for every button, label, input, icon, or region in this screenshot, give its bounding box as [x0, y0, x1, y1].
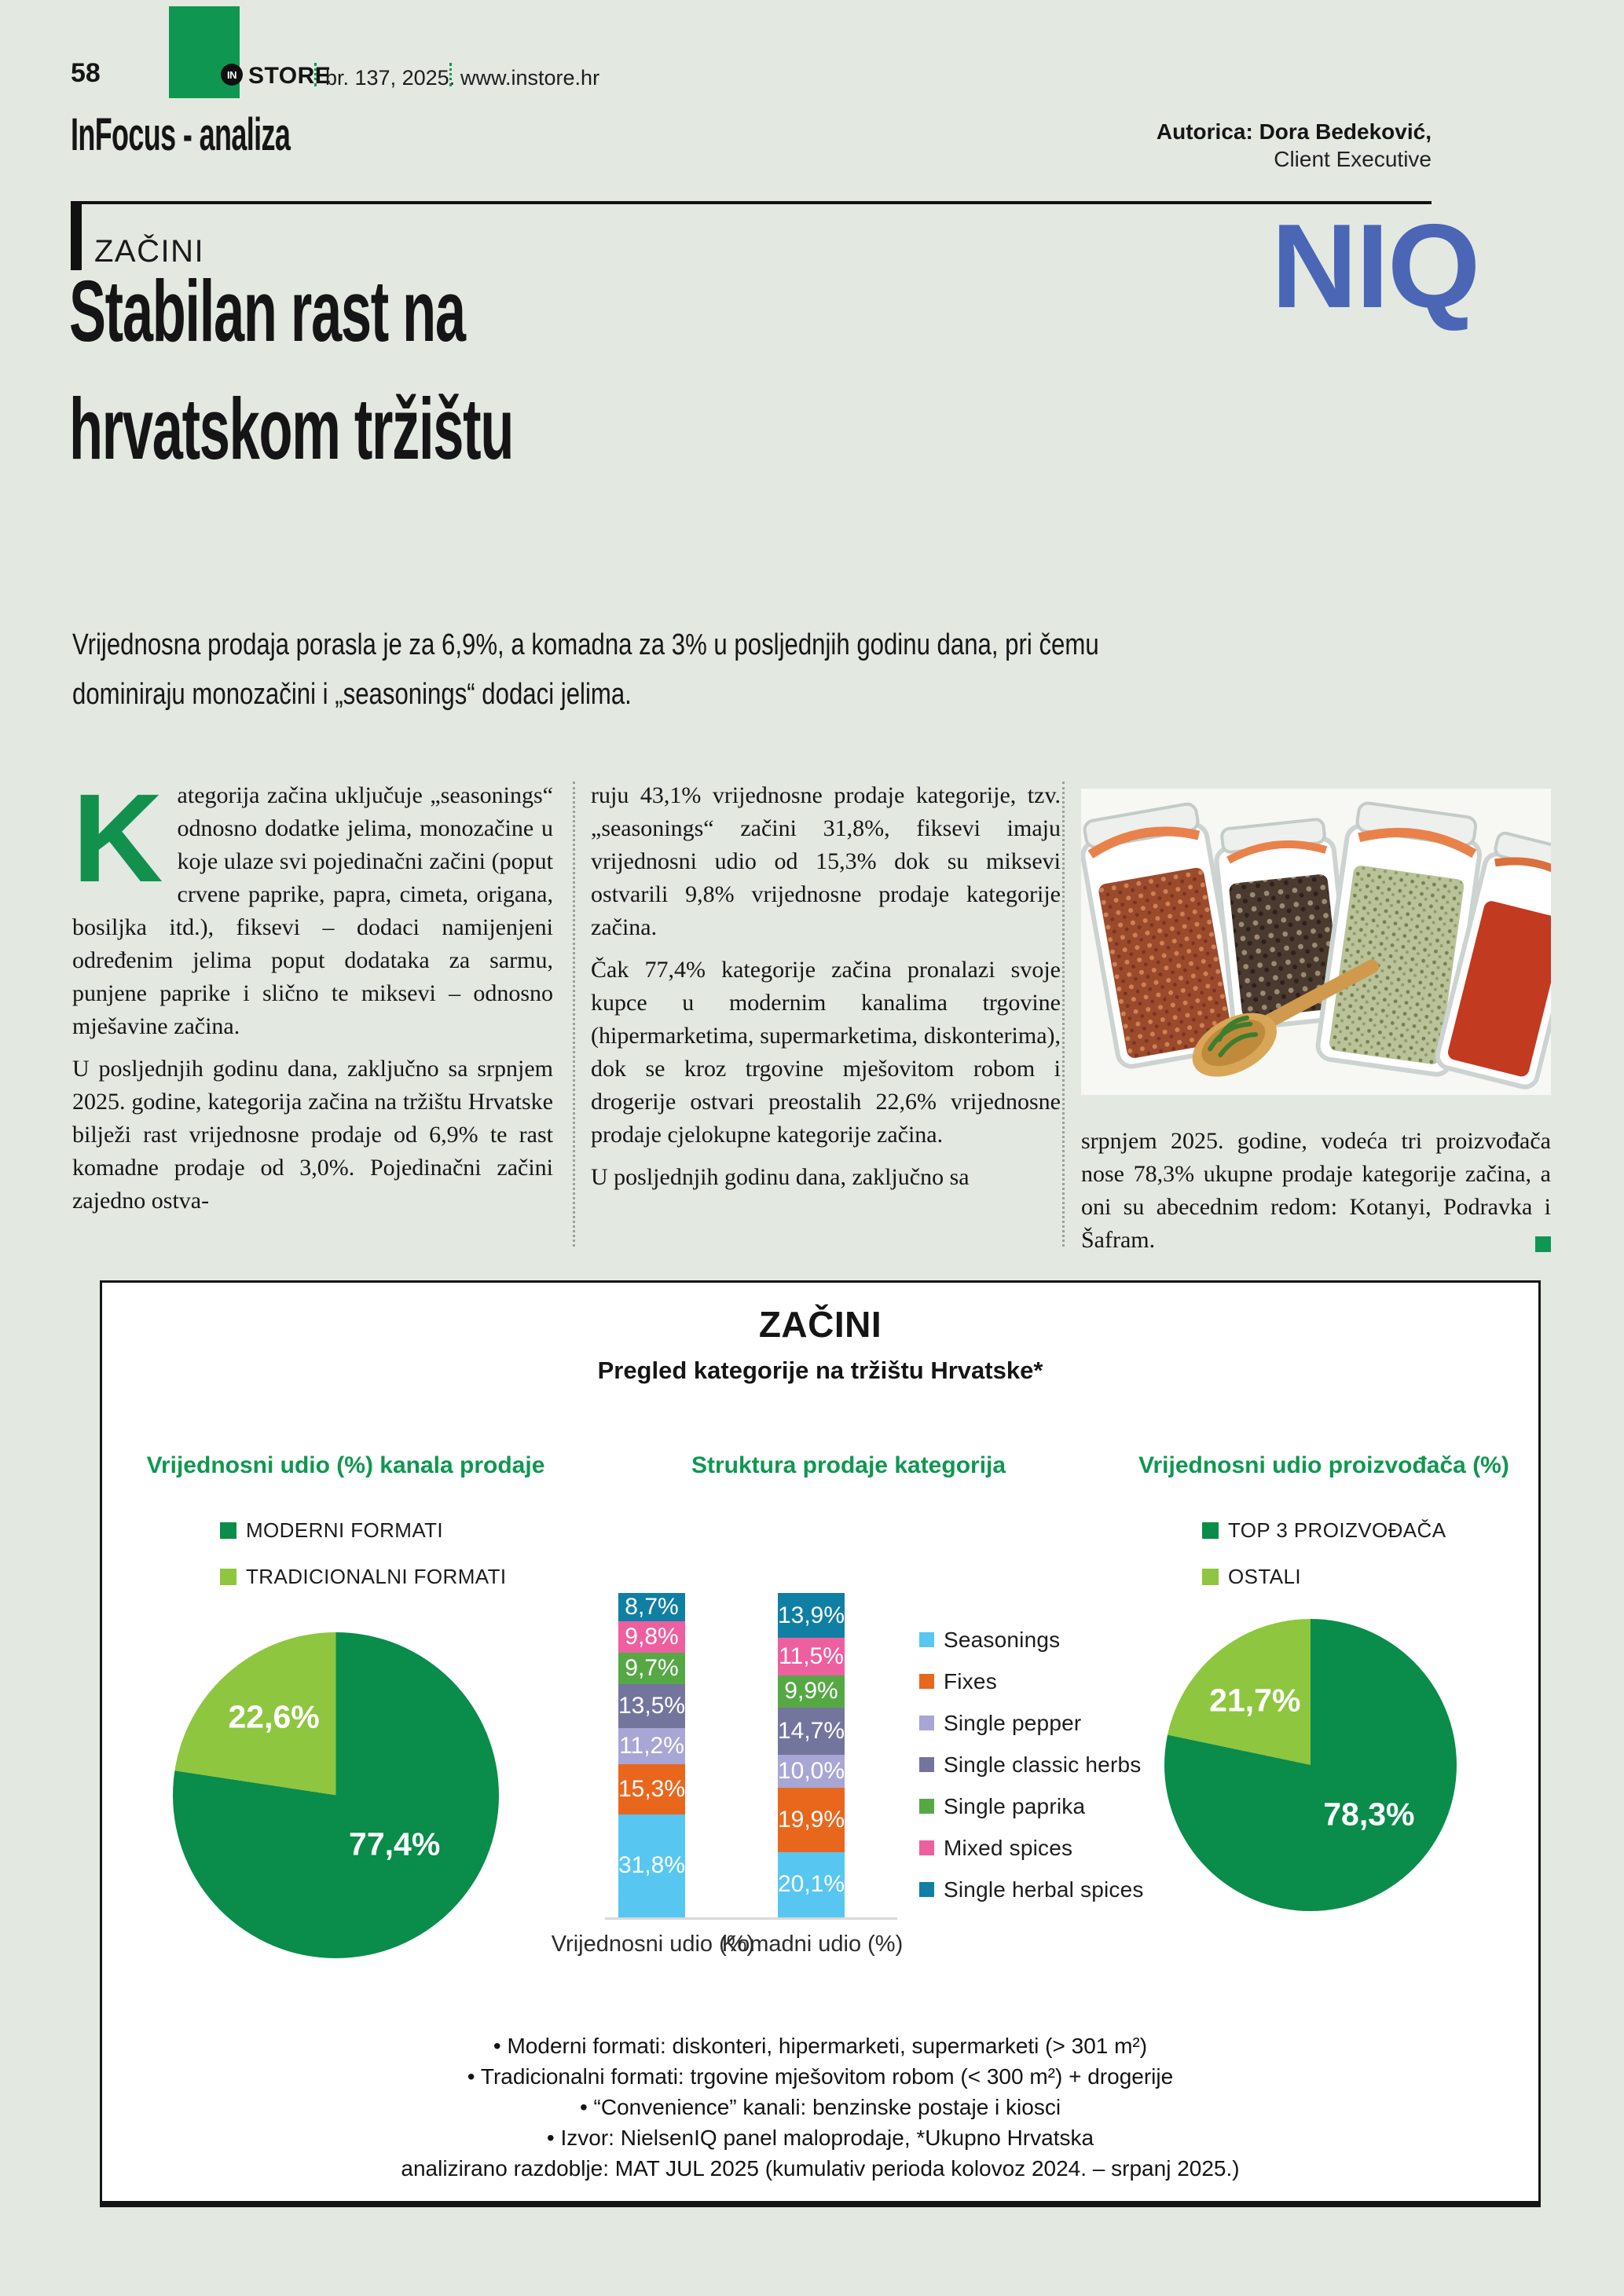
headline-line2: hrvatskom tržištu: [69, 381, 514, 478]
footnote-line: • Tradicionalni formati: trgovine mješovitom robom (< 300 m²) + drogerije: [467, 2064, 1174, 2089]
bar-baseline: [605, 1917, 897, 1920]
pie-label-top3: 78,3%: [1323, 1796, 1415, 1833]
paragraph: ruju 43,1% vrijednosne prodaje kategorije, tzv. „seasonings“ začini 31,8%, fiksevi imaju vrijednosni udio od 15,3% dok su miksevi ostvarili 9,8% vrijednosne prodaje kategorije začina.: [591, 782, 1061, 940]
legend-swatch-ostali: [1202, 1569, 1219, 1585]
bar-segment-classic-herbs: 13,5%: [618, 1684, 685, 1728]
stacked-bar-value-share: [618, 1593, 685, 1917]
legend-item: [919, 1744, 1144, 1785]
legend-item: [919, 1702, 1144, 1744]
paragraph: U posljednjih godinu dana, zaključno sa srpnjem 2025. godine, kategorija začina na tržištu Hrvatske bilježi rast vrijednosne prodaje od 6,9% te rast komadne prodaje od 3,0%. Pojedinačni začini zajedno ostva-: [72, 1056, 553, 1214]
issue-number: br. 137, 2025.: [325, 66, 456, 90]
legend-label: Seasonings: [944, 1627, 1061, 1652]
legend-label: Single herbal spices: [944, 1877, 1144, 1902]
body-column-3: [1081, 779, 1551, 1266]
instore-logo-icon: IN: [221, 64, 243, 86]
instore-logo-text: STORE: [248, 63, 332, 89]
bar-segment-pepper: 11,2%: [618, 1728, 685, 1764]
legend-swatch-single-pepper: [919, 1716, 934, 1730]
stacked-bar-unit-share: [778, 1593, 845, 1917]
legend-label: Fixes: [944, 1668, 997, 1694]
legend-label: Single pepper: [944, 1710, 1082, 1735]
legend-swatch-seasonings: [919, 1632, 934, 1647]
axis-label-value-share: Vrijednosni udio (%): [551, 1932, 755, 1957]
paragraph: U posljednjih godinu dana, zaključno sa: [591, 1164, 970, 1190]
author-block: [864, 118, 1432, 173]
author-name: Autorica: Dora Bedeković,: [1156, 119, 1432, 144]
legend-swatch-fixes: [919, 1674, 934, 1689]
bar-segment-fixes: 19,9%: [778, 1788, 845, 1852]
legend-item: [220, 1518, 506, 1543]
header-divider: [314, 63, 317, 86]
section-rule: [71, 201, 1432, 204]
paragraph: Kategorija začina uključuje „seasonings“ odnosno dodatke jelima, monozačine u koje ulaze svi pojedinačni začini (poput crvene paprike, papra, cimeta, origana, bosiljka itd.), fiksevi – dodaci namijenjeni određenim jelima poput dodataka za sarmu, punjene paprike i slično te miksevi – odnosno mješavine začina.: [72, 767, 553, 1039]
legend-item: [1202, 1518, 1446, 1543]
footnote-line: • “Convenience” kanali: benzinske postaje i kiosci: [579, 2095, 1061, 2119]
kicker-label: ZAČINI: [94, 234, 205, 269]
dropcap: K: [72, 767, 163, 908]
legend-item: [919, 1785, 1144, 1827]
bar-segment-pepper: 10,0%: [778, 1755, 845, 1787]
legend-item: [919, 1827, 1144, 1869]
legend-item: [1202, 1565, 1446, 1589]
spice-jars-photo: [1081, 789, 1551, 1095]
legend-item: [919, 1869, 1144, 1910]
footnote-line: • Izvor: NielsenIQ panel maloprodaje, *Ukupno Hrvatska: [546, 2126, 1094, 2150]
article-end-mark: [1535, 1236, 1551, 1252]
channels-pie-chart: [173, 1632, 499, 1958]
article-lead: [72, 621, 1099, 720]
bar-segment-classic-herbs: 14,7%: [778, 1708, 845, 1756]
page-number: 58: [71, 58, 101, 88]
article-headline: [69, 253, 513, 489]
legend-label: Single paprika: [944, 1793, 1086, 1818]
legend-label: TRADICIONALNI FORMATI: [246, 1565, 507, 1588]
niq-logo: NIQ: [1271, 200, 1479, 333]
legend-item: [919, 1661, 1144, 1702]
lead-line1: Vrijednosna prodaja porasla je za 6,9%, a komadna za 3% u posljednjih godinu dana, pri čemu: [72, 628, 1099, 661]
legend-swatch-single-herbal-spices: [919, 1882, 934, 1897]
legend-swatch-tradicionalni: [220, 1569, 236, 1585]
legend-swatch-single-classic-herbs: [919, 1757, 934, 1772]
category-legend: [919, 1619, 1144, 1910]
chart-header-structure: Struktura prodaje kategorija: [691, 1452, 1006, 1478]
bar-segment-mixed: 9,8%: [618, 1621, 685, 1653]
legend-label: OSTALI: [1228, 1565, 1301, 1588]
legend-swatch-mixed-spices: [919, 1840, 934, 1855]
producers-pie-chart: [1164, 1619, 1457, 1911]
body-column-2: [591, 779, 1061, 1203]
infographic-subtitle: Pregled kategorije na tržištu Hrvatske*: [597, 1357, 1043, 1384]
footnote-line: analizirano razdoblje: MAT JUL 2025 (kumulativ perioda kolovoz 2024. – srpanj 2025.): [401, 2156, 1240, 2181]
legend-swatch-moderni: [220, 1522, 236, 1539]
bar-segment-herbal: 13,9%: [778, 1593, 845, 1638]
header-divider: [449, 63, 452, 86]
bar-segment-mixed: 11,5%: [778, 1638, 845, 1675]
author-role: Client Executive: [1274, 147, 1432, 171]
footnote-line: • Moderni formati: diskonteri, hipermarketi, supermarketi (> 301 m²): [493, 2034, 1148, 2058]
channels-legend: [220, 1518, 506, 1589]
headline-line1: Stabilan rast na: [69, 263, 465, 360]
pie-label-ostali: 21,7%: [1209, 1682, 1301, 1719]
chart-header-producers: Vrijednosni udio proizvođača (%): [1138, 1452, 1509, 1478]
legend-item: [919, 1619, 1144, 1661]
legend-swatch-single-paprika: [919, 1799, 934, 1814]
body-column-1: [72, 767, 553, 1227]
bar-segment-paprika: 9,9%: [778, 1675, 845, 1708]
bar-segment-herbal: 8,7%: [618, 1593, 685, 1621]
producers-legend: [1202, 1518, 1446, 1589]
bar-segment-seasonings: 31,8%: [618, 1814, 685, 1917]
legend-swatch-top3: [1202, 1522, 1219, 1539]
pie-label-moderni: 77,4%: [349, 1825, 441, 1862]
infographic-title: ZAČINI: [758, 1304, 882, 1345]
axis-label-unit-share: Komadni udio (%): [721, 1932, 904, 1957]
section-title: InFocus - analiza: [71, 109, 291, 160]
paragraph: Čak 77,4% kategorije začina pronalazi svoje kupce u modernim kanalima trgovine (hipermarketima, supermarketima, diskonterima), dok se kroz trgovine mješovitom robom i drogerije ostvari preostalih 22,6% vrijednosne prodaje cjelokupne kategorije začina.: [591, 957, 1061, 1148]
legend-item: [220, 1565, 506, 1589]
infographic-footnotes: [102, 2031, 1538, 2184]
legend-label: Mixed spices: [944, 1835, 1073, 1860]
legend-label: TOP 3 PROIZVOĐAČA: [1228, 1518, 1446, 1542]
paragraph: srpnjem 2025. godine, vodeća tri proizvođača nose 78,3% ukupne prodaje kategorije začina, a oni su abecednim redom: Kotanyi, Podravka i Šafram.: [1081, 1128, 1551, 1253]
pie-label-tradicionalni: 22,6%: [228, 1698, 320, 1735]
infographic-panel: [100, 1280, 1541, 2207]
column-separator: [573, 782, 575, 1247]
column-separator: [1062, 782, 1065, 1247]
bar-segment-paprika: 9,7%: [618, 1653, 685, 1684]
bar-segment-fixes: 15,3%: [618, 1764, 685, 1814]
website-url: www.instore.hr: [460, 66, 600, 90]
bar-segment-seasonings: 20,1%: [778, 1852, 845, 1917]
legend-label: MODERNI FORMATI: [246, 1518, 444, 1542]
lead-line2: dominiraju monozačini i „seasonings“ dodaci jelima.: [72, 678, 632, 711]
legend-label: Single classic herbs: [944, 1752, 1142, 1777]
chart-header-channels: Vrijednosni udio (%) kanala prodaje: [146, 1452, 545, 1478]
